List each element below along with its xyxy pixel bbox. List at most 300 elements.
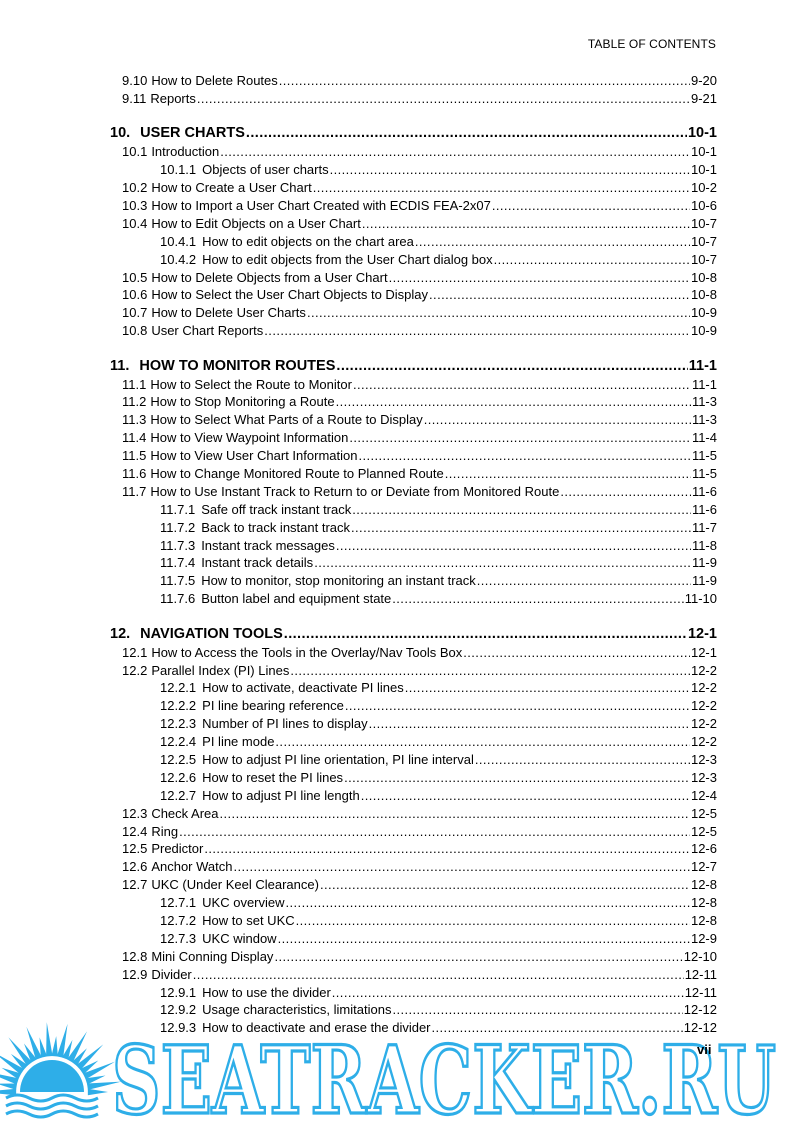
toc-entry [110,376,717,394]
table-of-contents [110,72,717,1037]
toc-entry [110,233,717,251]
toc-entry-title: How to monitor, stop monitoring an instant track [201,573,476,589]
toc-entry-label [110,124,245,143]
toc-entry-page: 12-10 [683,948,717,964]
toc-entry-label [160,161,329,179]
toc-entry-number: 12.2.2 [160,698,197,714]
toc-entry-page: 11-1 [691,376,717,392]
toc-entry-number: 11.7.1 [160,501,196,517]
toc-entry-title: How to set UKC [202,913,295,929]
toc-entry-label [122,197,491,215]
toc-entry-number: 12.5 [122,841,148,857]
toc-entry [110,501,717,519]
toc-entry-page: 11-5 [691,448,717,464]
toc-chapter-entry [110,357,717,376]
toc-entry-number: 9.10 [122,73,148,88]
toc-entry-page: 12-4 [690,787,717,803]
toc-entry-number: 12.6 [122,859,148,875]
toc-entry-number: 12.2.7 [160,787,197,803]
toc-entry-title: How to Delete User Charts [151,305,306,321]
toc-entry-number: 12.7 [122,877,148,893]
toc-entry [110,858,717,876]
toc-leader-dots [233,858,689,876]
toc-leader-dots [475,751,690,769]
toc-leader-dots [392,1001,682,1019]
toc-entry-number: 12.1 [122,644,148,660]
toc-entry-label [160,733,274,751]
toc-leader-dots [313,179,690,197]
toc-leader-dots [197,90,690,108]
toc-entry-number: 12.9 [122,966,148,982]
toc-entry-page: 12-12 [683,1002,717,1018]
toc-entry-title: How to reset the PI lines [202,769,344,785]
toc-leader-dots [429,286,690,304]
toc-leader-dots [358,447,690,465]
toc-entry [110,304,717,322]
toc-leader-dots [220,143,690,161]
toc-entry-page: 12-2 [690,662,717,678]
toc-entry-label [122,948,273,966]
toc-entry-title: How to activate, deactivate PI lines [202,680,404,696]
toc-entry-title: How to Stop Monitoring a Route [150,394,335,410]
toc-entry-label [122,840,203,858]
toc-leader-dots [204,840,690,858]
toc-entry-label [160,679,404,697]
toc-leader-dots [345,697,690,715]
toc-entry-label [122,966,192,984]
toc-entry-number: 10.3 [122,197,148,213]
toc-entry-number: 12.8 [122,948,148,964]
toc-entry-title: Divider [151,966,192,982]
toc-entry-number: 12.7.1 [160,895,197,911]
toc-leader-dots [296,912,690,930]
toc-entry-page: 12-3 [690,769,717,785]
toc-entry-number: 11.7.4 [160,555,196,571]
toc-leader-dots [494,251,690,269]
toc-entry-title: PI line bearing reference [202,698,344,714]
toc-entry-number: 11.3 [122,412,147,428]
toc-entry [110,197,717,215]
toc-entry-page: 12-6 [690,841,717,857]
toc-entry-label [122,662,289,680]
toc-entry-title: User Chart Reports [151,323,264,339]
toc-entry-page: 11-10 [684,591,717,607]
sun-ray [88,1089,108,1095]
toc-leader-dots [336,537,691,555]
toc-leader-dots [445,465,691,483]
toc-entry-title: How to Select What Parts of a Route to Display [150,412,423,428]
toc-leader-dots [415,233,690,251]
toc-entry-title: How to deactivate and erase the divider [202,1020,431,1036]
sun-ray [0,1083,17,1089]
toc-entry-label [122,215,361,233]
watermark-text: SEATRACKER.RU [112,1026,776,1122]
toc-entry [110,715,717,733]
toc-entry-title: USER CHARTS [140,125,245,142]
toc-entry-label [160,787,360,805]
toc-entry-number: 12.9.1 [160,984,197,1000]
toc-entry [110,465,717,483]
toc-entry-label [160,984,331,1002]
toc-entry [110,429,717,447]
toc-entry-page: 10-7 [690,233,717,249]
sun-disk [20,1060,84,1092]
toc-entry-title: How to View Waypoint Information [150,430,349,446]
toc-entry-number: 12.2 [122,662,148,678]
toc-entry-number: 12.2.4 [160,734,197,750]
toc-leader-dots [477,572,691,590]
toc-entry-page: 10-9 [690,305,717,321]
toc-entry [110,483,717,501]
toc-leader-dots [351,519,691,537]
toc-leader-dots [353,376,691,394]
toc-leader-dots [369,715,690,733]
toc-entry-title: How to edit objects from the User Chart dialog box [202,251,493,267]
toc-leader-dots [279,72,690,90]
toc-leader-dots [290,662,690,680]
toc-entry-page: 11-8 [691,537,717,553]
toc-entry [110,1001,717,1019]
toc-entry-label [160,930,277,948]
toc-entry-number: 11.1 [122,376,147,392]
toc-entry-page: 10-1 [690,162,717,178]
toc-entry-label [122,143,219,161]
toc-entry-page: 9-20 [690,73,717,88]
toc-entry-page: 12-9 [690,930,717,946]
toc-entry-label [110,357,335,376]
toc-entry-page: 12-2 [690,716,717,732]
toc-entry-label [160,519,350,537]
toc-entry-page: 12-8 [690,877,717,893]
toc-entry-page: 10-2 [690,180,717,196]
toc-entry-label [110,625,283,644]
toc-leader-dots [286,894,690,912]
toc-leader-dots [362,215,690,233]
toc-entry [110,751,717,769]
toc-leader-dots [246,124,687,143]
toc-leader-dots [332,984,684,1002]
toc-entry-label [122,90,196,108]
toc-entry [110,447,717,465]
toc-leader-dots [336,357,687,376]
toc-entry-title: How to View User Chart Information [150,448,358,464]
toc-entry [110,644,717,662]
toc-entry-label [160,894,285,912]
toc-entry-title: NAVIGATION TOOLS [140,625,283,642]
sun-wave [6,1095,98,1101]
toc-entry-number: 12.2.5 [160,752,197,767]
toc-entry-page: 11-6 [691,483,717,499]
toc-entry [110,679,717,697]
toc-entry [110,251,717,269]
toc-leader-dots [336,393,691,411]
toc-leader-dots [330,161,690,179]
toc-entry-page: 10-1 [687,125,717,142]
toc-entry [110,572,717,590]
toc-entry-page: 11-9 [691,573,717,589]
toc-entry-page: 10-1 [690,144,717,160]
toc-entry-title: Usage characteristics, limitations [202,1002,392,1018]
toc-entry-number: 10.6 [122,287,148,303]
toc-entry-title: Instant track messages [201,537,335,553]
toc-entry-title: PI line mode [202,734,275,750]
toc-entry-number: 11.7.5 [160,573,196,589]
toc-entry-label [122,269,388,287]
toc-entry-number: 12.2.6 [160,769,197,785]
toc-leader-dots [278,930,690,948]
sun-ray [46,1022,52,1056]
toc-entry [110,912,717,930]
toc-entry-page: 10-7 [690,251,717,267]
toc-entry-number: 12.2.3 [160,716,197,732]
toc-entry-title: How to Import a User Chart Created with ECDIS FEA-2x07 [151,197,491,213]
toc-entry-page: 11-3 [691,412,717,428]
toc-entry-page: 11-1 [688,357,717,374]
toc-entry [110,90,717,108]
toc-entry-number: 10.1 [122,144,148,160]
toc-entry-page: 12-1 [690,644,717,660]
toc-leader-dots [492,197,690,215]
toc-entry-page: 12-2 [690,698,717,714]
toc-entry-title: How to Create a User Chart [151,180,312,196]
toc-leader-dots [275,733,690,751]
toc-entry-page: 12-8 [690,895,717,911]
toc-leader-dots [220,805,690,823]
toc-leader-dots [389,269,690,287]
toc-entry [110,411,717,429]
toc-entry-label [122,411,423,429]
toc-entry-title: How to Delete Routes [151,73,278,88]
toc-entry-number: 11.5 [122,448,147,464]
toc-entry-number: 10. [110,125,131,142]
toc-entry-title: How to Select the User Chart Objects to Display [151,287,429,303]
toc-entry-title: UKC (Under Keel Clearance) [151,877,319,893]
toc-entry-label [160,572,476,590]
toc-entry-label [122,179,312,197]
toc-entry-number: 12.7.2 [160,913,197,929]
toc-leader-dots [264,322,690,340]
toc-entry-title: Introduction [151,144,220,160]
toc-chapter-entry [110,625,717,644]
toc-entry [110,590,717,608]
toc-leader-dots [424,411,691,429]
toc-entry-label [160,537,335,555]
toc-entry-number: 10.7 [122,305,148,321]
toc-entry-label [122,72,278,90]
toc-entry-title: Parallel Index (PI) Lines [151,662,290,678]
toc-entry [110,554,717,572]
toc-entry-number: 10.2 [122,180,148,196]
toc-entry-title: Button label and equipment state [201,591,392,607]
toc-entry-title: Instant track details [201,555,314,571]
toc-entry [110,286,717,304]
toc-entry-page: 12-3 [690,752,717,767]
toc-entry-number: 10.4.1 [160,233,197,249]
toc-leader-dots [392,590,683,608]
toc-entry-title: HOW TO MONITOR ROUTES [139,357,336,374]
watermark [0,1020,793,1122]
toc-entry-title: Mini Conning Display [151,948,274,964]
toc-leader-dots [352,501,691,519]
toc-entry-label [122,805,219,823]
toc-entry-page: 12-8 [690,913,717,929]
toc-entry-page: 12-12 [683,1020,717,1036]
toc-entry-title: Predictor [151,841,204,857]
toc-leader-dots [284,625,687,644]
toc-entry [110,984,717,1002]
toc-entry-number: 10.1.1 [160,162,197,178]
toc-entry-page: 11-3 [691,394,717,410]
toc-entry-number: 12.9.3 [160,1020,197,1036]
toc-entry-title: Back to track instant track [201,519,351,535]
toc-entry-number: 11.7.2 [160,519,196,535]
toc-entry-label [122,393,335,411]
toc-entry-number: 11.7.3 [160,537,196,553]
toc-entry [110,876,717,894]
toc-entry-title: How to Delete Objects from a User Chart [151,269,388,285]
toc-entry [110,143,717,161]
toc-entry-label [122,876,319,894]
toc-leader-dots [349,429,691,447]
toc-entry-label [160,251,493,269]
toc-entry-number: 11.6 [122,466,147,482]
toc-entry [110,662,717,680]
toc-entry-label [160,501,351,519]
toc-leader-dots [361,787,690,805]
toc-entry-page: 11-9 [691,555,717,571]
toc-entry-title: Anchor Watch [151,859,233,875]
toc-leader-dots [405,679,690,697]
toc-entry-page: 12-2 [690,734,717,750]
toc-entry-number: 12. [110,625,131,642]
toc-leader-dots [463,644,690,662]
toc-entry-title: How to adjust PI line orientation, PI line interval [202,752,474,767]
toc-entry [110,948,717,966]
toc-leader-dots [274,948,682,966]
toc-entry [110,161,717,179]
toc-entry-label [122,429,348,447]
toc-entry-page: 12-5 [690,805,717,821]
toc-entry [110,215,717,233]
toc-entry [110,840,717,858]
toc-entry-page: 10-6 [690,197,717,213]
toc-entry-number: 11.7.6 [160,591,196,607]
toc-entry-title: Number of PI lines to display [202,716,368,732]
toc-entry-title: How to Select the Route to Monitor [150,376,352,392]
toc-entry-number: 11. [110,357,130,374]
toc-entry-title: Check Area [151,805,219,821]
page-number: vii [697,1042,712,1057]
toc-entry-label [160,554,313,572]
toc-entry [110,966,717,984]
toc-entry [110,787,717,805]
toc-entry-number: 9.11 [122,90,147,106]
toc-entry-label [122,858,232,876]
toc-entry-label [160,1001,391,1019]
toc-leader-dots [193,966,684,984]
toc-entry [110,179,717,197]
toc-entry-number: 11.2 [122,394,147,410]
toc-entry-label [160,912,295,930]
toc-leader-dots [307,304,690,322]
toc-leader-dots [320,876,690,894]
toc-entry-page: 11-5 [691,466,717,482]
toc-entry-title: How to use the divider [202,984,331,1000]
toc-entry-page: 11-6 [691,501,717,517]
toc-entry-page: 12-1 [687,625,717,642]
sun-logo-icon [0,1022,121,1117]
toc-entry-label [160,697,344,715]
toc-entry-page: 9-21 [690,90,717,106]
toc-entry-number: 12.2.1 [160,680,197,696]
sun-ray [51,1036,57,1056]
toc-leader-dots [179,823,690,841]
toc-entry-number: 10.4 [122,215,148,231]
toc-leader-dots [314,554,691,572]
toc-entry-label [122,483,559,501]
toc-entry-label [122,286,428,304]
toc-entry-title: How to Edit Objects on a User Chart [151,215,361,231]
toc-entry-number: 12.3 [122,805,148,821]
toc-entry-title: UKC overview [202,895,285,911]
toc-entry [110,805,717,823]
toc-entry-page: 11-7 [691,519,717,535]
toc-entry [110,894,717,912]
toc-entry-number: 12.4 [122,823,148,839]
toc-entry-page: 10-8 [690,287,717,303]
toc-entry-label [122,376,352,394]
toc-entry-page: 10-7 [690,215,717,231]
toc-entry [110,393,717,411]
toc-entry-title: Safe off track instant track [201,501,352,517]
toc-entry-title: How to Access the Tools in the Overlay/Nav Tools Box [151,644,463,660]
toc-entry-title: How to Use Instant Track to Return to or Deviate from Monitored Route [150,483,560,499]
toc-chapter-entry [110,124,717,143]
toc-entry-title: UKC window [202,930,277,946]
toc-entry-label [122,322,263,340]
toc-entry-label [160,715,368,733]
toc-entry-page: 10-9 [690,323,717,339]
toc-entry-label [160,751,474,769]
sun-ray [40,1037,48,1057]
toc-entry-page: 12-5 [690,823,717,839]
toc-entry-number: 10.5 [122,269,148,285]
toc-entry [110,322,717,340]
toc-entry-title: How to Change Monitored Route to Planned Route [150,466,444,482]
sun-wave [6,1111,98,1117]
toc-entry-label [122,823,178,841]
toc-entry-label [122,644,462,662]
toc-entry-page: 10-8 [690,269,717,285]
toc-entry [110,519,717,537]
toc-entry [110,823,717,841]
toc-entry-page: 12-2 [690,680,717,696]
toc-entry [110,733,717,751]
toc-entry-label [160,590,391,608]
toc-entry-title: How to adjust PI line length [202,787,360,803]
toc-entry-label [122,465,444,483]
toc-entry-label [160,233,414,251]
toc-entry-page: 11-4 [691,430,717,446]
toc-entry-page: 12-7 [690,859,717,875]
toc-entry-number: 11.4 [122,430,147,446]
toc-entry [110,269,717,287]
toc-entry-label [122,304,306,322]
toc-entry-number: 11.7 [122,483,147,499]
toc-entry-number: 10.8 [122,323,148,339]
toc-entry-page: 12-11 [684,966,717,982]
toc-entry [110,72,717,90]
